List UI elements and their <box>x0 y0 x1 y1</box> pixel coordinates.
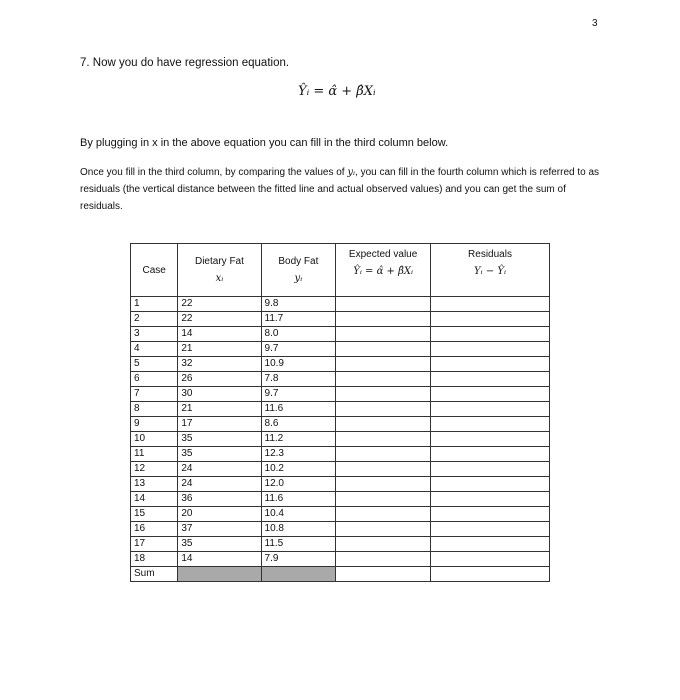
case-cell: 16 <box>131 522 178 537</box>
body-fat-cell: 9.8 <box>261 297 336 312</box>
dietary-fat-cell: 35 <box>178 537 261 552</box>
sum-dietary-fat-cell <box>178 567 261 582</box>
residual-cell[interactable] <box>430 507 549 522</box>
table-row <box>131 507 550 522</box>
table-row <box>131 462 550 477</box>
expected-value-cell[interactable] <box>336 387 431 402</box>
case-cell: 2 <box>131 312 178 327</box>
header-body-fat-symbol: yᵢ <box>294 273 303 284</box>
header-case: Case <box>131 244 178 297</box>
table-row <box>131 357 550 372</box>
body-fat-cell: 12.0 <box>261 477 336 492</box>
body-fat-cell: 11.5 <box>261 537 336 552</box>
table-header-row <box>131 244 550 297</box>
body-fat-cell: 7.8 <box>261 372 336 387</box>
residual-cell[interactable] <box>430 327 549 342</box>
residual-cell[interactable] <box>430 552 549 567</box>
expected-value-cell[interactable] <box>336 447 431 462</box>
case-cell: 14 <box>131 492 178 507</box>
case-cell: 17 <box>131 537 178 552</box>
body-fat-cell: 11.7 <box>261 312 336 327</box>
sum-body-fat-cell <box>261 567 336 582</box>
expected-value-cell[interactable] <box>336 327 431 342</box>
header-residuals: Residuals Yᵢ − Ŷᵢ <box>430 244 549 297</box>
dietary-fat-cell: 17 <box>178 417 261 432</box>
residual-cell[interactable] <box>430 357 549 372</box>
case-cell: 13 <box>131 477 178 492</box>
expected-value-cell[interactable] <box>336 297 431 312</box>
dietary-fat-cell: 37 <box>178 522 261 537</box>
body-fat-cell: 9.7 <box>261 342 336 357</box>
dietary-fat-cell: 24 <box>178 477 261 492</box>
residual-cell[interactable] <box>430 462 549 477</box>
residual-cell[interactable] <box>430 387 549 402</box>
expected-value-cell[interactable] <box>336 552 431 567</box>
table-row <box>131 327 550 342</box>
body-fat-cell: 8.0 <box>261 327 336 342</box>
body-fat-cell: 10.8 <box>261 522 336 537</box>
table-row <box>131 387 550 402</box>
case-cell: 15 <box>131 507 178 522</box>
table-row <box>131 432 550 447</box>
body-fat-cell: 8.6 <box>261 417 336 432</box>
residual-cell[interactable] <box>430 297 549 312</box>
paragraph2-variable: yᵢ <box>347 167 356 178</box>
residual-cell[interactable] <box>430 447 549 462</box>
expected-value-cell[interactable] <box>336 537 431 552</box>
residual-cell[interactable] <box>430 522 549 537</box>
expected-value-cell[interactable] <box>336 372 431 387</box>
instruction-paragraph-2 <box>80 164 600 215</box>
case-cell: 18 <box>131 552 178 567</box>
dietary-fat-cell: 35 <box>178 447 261 462</box>
expected-value-cell[interactable] <box>336 432 431 447</box>
body-fat-cell: 10.2 <box>261 462 336 477</box>
header-expected-formula: Ŷᵢ = α̂ + β̂Xᵢ <box>353 266 413 277</box>
residual-cell[interactable] <box>430 492 549 507</box>
header-residuals-formula: Yᵢ − Ŷᵢ <box>474 266 506 277</box>
case-cell: 3 <box>131 327 178 342</box>
table-row <box>131 342 550 357</box>
expected-value-cell[interactable] <box>336 342 431 357</box>
residual-cell[interactable] <box>430 372 549 387</box>
table-row <box>131 372 550 387</box>
body-fat-cell: 11.6 <box>261 492 336 507</box>
body-fat-cell: 11.2 <box>261 432 336 447</box>
residual-cell[interactable] <box>430 432 549 447</box>
dietary-fat-cell: 20 <box>178 507 261 522</box>
body-fat-cell: 12.3 <box>261 447 336 462</box>
sum-label: Sum <box>131 567 178 582</box>
table-row <box>131 477 550 492</box>
body-fat-cell: 7.9 <box>261 552 336 567</box>
residual-cell[interactable] <box>430 342 549 357</box>
page-number: 3 <box>592 18 598 29</box>
header-dietary-fat-symbol: xᵢ <box>215 273 224 284</box>
table-row <box>131 537 550 552</box>
header-dietary-fat: Dietary Fat xᵢ <box>178 244 261 297</box>
header-body-fat: Body Fat yᵢ <box>261 244 336 297</box>
expected-value-cell[interactable] <box>336 417 431 432</box>
table-row <box>131 297 550 312</box>
residual-cell[interactable] <box>430 402 549 417</box>
case-cell: 7 <box>131 387 178 402</box>
instruction-paragraph-1: By plugging in x in the above equation you can fill in the third column below. <box>80 137 449 149</box>
case-cell: 11 <box>131 447 178 462</box>
expected-value-cell[interactable] <box>336 522 431 537</box>
dietary-fat-cell: 21 <box>178 342 261 357</box>
table-row <box>131 402 550 417</box>
dietary-fat-cell: 35 <box>178 432 261 447</box>
expected-value-cell[interactable] <box>336 462 431 477</box>
body-fat-cell: 9.7 <box>261 387 336 402</box>
table-row <box>131 492 550 507</box>
sum-residual-cell[interactable] <box>430 567 549 582</box>
case-cell: 12 <box>131 462 178 477</box>
expected-value-cell[interactable] <box>336 477 431 492</box>
case-cell: 1 <box>131 297 178 312</box>
dietary-fat-cell: 21 <box>178 402 261 417</box>
residual-cell[interactable] <box>430 537 549 552</box>
paragraph2-part1: Once you fill in the third column, by comparing the values of <box>80 167 348 178</box>
case-cell: 10 <box>131 432 178 447</box>
body-fat-cell: 11.6 <box>261 402 336 417</box>
table-row <box>131 417 550 432</box>
body-fat-cell: 10.4 <box>261 507 336 522</box>
expected-value-cell[interactable] <box>336 507 431 522</box>
expected-value-cell[interactable] <box>336 492 431 507</box>
expected-value-cell[interactable] <box>336 357 431 372</box>
dietary-fat-cell: 14 <box>178 552 261 567</box>
residual-cell[interactable] <box>430 417 549 432</box>
dietary-fat-cell: 32 <box>178 357 261 372</box>
dietary-fat-cell: 24 <box>178 462 261 477</box>
case-cell: 4 <box>131 342 178 357</box>
paragraph2-part2: , you can fill in the fourth column which is referred to as residuals (the vertical distance between the fitted line and actual observed values) and you can get the sum of residuals. <box>80 167 600 212</box>
regression-equation: Ŷᵢ = α̂ + β̂Xᵢ <box>298 84 376 99</box>
table-row <box>131 522 550 537</box>
dietary-fat-cell: 22 <box>178 297 261 312</box>
dietary-fat-cell: 36 <box>178 492 261 507</box>
case-cell: 6 <box>131 372 178 387</box>
body-fat-cell: 10.9 <box>261 357 336 372</box>
dietary-fat-cell: 30 <box>178 387 261 402</box>
table-row <box>131 447 550 462</box>
case-cell: 8 <box>131 402 178 417</box>
case-cell: 9 <box>131 417 178 432</box>
table-body <box>131 297 550 582</box>
regression-table <box>130 243 550 582</box>
residual-cell[interactable] <box>430 477 549 492</box>
header-expected-value: Expected value Ŷᵢ = α̂ + β̂Xᵢ <box>336 244 431 297</box>
residual-cell[interactable] <box>430 312 549 327</box>
question-title: 7. Now you do have regression equation. <box>80 57 290 69</box>
expected-value-cell[interactable] <box>336 312 431 327</box>
table-row <box>131 552 550 567</box>
sum-expected-cell[interactable] <box>336 567 431 582</box>
dietary-fat-cell: 14 <box>178 327 261 342</box>
case-cell: 5 <box>131 357 178 372</box>
expected-value-cell[interactable] <box>336 402 431 417</box>
table-row <box>131 312 550 327</box>
dietary-fat-cell: 22 <box>178 312 261 327</box>
sum-row <box>131 567 550 582</box>
dietary-fat-cell: 26 <box>178 372 261 387</box>
